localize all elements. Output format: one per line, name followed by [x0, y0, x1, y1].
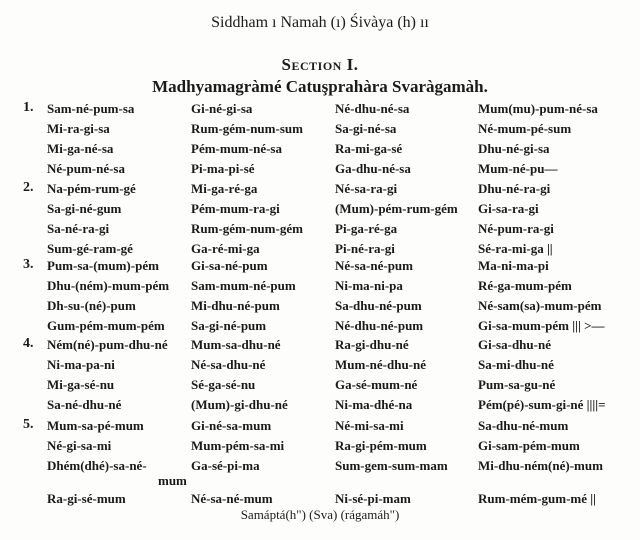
svara-cell: Gi-sa-dhu-né [478, 337, 551, 352]
svara-cell: Pum-sa-gu-né [478, 377, 556, 392]
svara-cell: Ra-gi-sé-mum [47, 491, 126, 506]
svara-cell: Né-dhu-né-sa [335, 101, 410, 116]
svara-cell: Né-pum-né-sa [47, 161, 125, 176]
svara-cell: Né-pum-ra-gi [478, 221, 554, 236]
svara-cell: Ni-ma-pa-ni [47, 357, 115, 372]
svara-cell: Mum-sa-dhu-né [191, 337, 281, 352]
svara-cell: Ra-gi-pém-mum [335, 438, 427, 453]
svara-cell: Sum-gem-sum-mam [335, 458, 448, 473]
svara-cell: Na-pém-rum-gé [47, 181, 136, 196]
svara-cell: Mum-sa-pé-mum [47, 418, 144, 433]
svara-cell: Mum-né-dhu-né [335, 357, 427, 372]
svara-cell: Ni-ma-ni-pa [335, 278, 403, 293]
svara-cell: Ga-ré-mi-ga [191, 241, 260, 256]
svara-cell: Gi-né-gi-sa [191, 101, 253, 116]
svara-cell: Sa-gi-né-gum [47, 201, 122, 216]
svara-cell: Gi-sa-mum-pém ||| >— [478, 318, 605, 333]
svara-cell: Mum-né-pu— [478, 161, 558, 176]
svara-cell: Pi-ma-pi-sé [191, 161, 255, 176]
svara-cell: Sa-né-dhu-né [47, 397, 122, 412]
svara-cell: Né-sam(sa)-mum-pém [478, 298, 602, 313]
svara-cell: Gi-sa-ra-gi [478, 201, 539, 216]
svara-cell: Sa-gi-né-sa [335, 121, 397, 136]
svara-cell: (Mum)-gi-dhu-né [191, 397, 288, 412]
svara-cell: Ga-sé-mum-né [335, 377, 418, 392]
svara-cell: Ré-ga-mum-pém [478, 278, 572, 293]
svara-cell: Sum-gé-ram-gé [47, 241, 133, 256]
svara-cell: Mi-ga-sé-nu [47, 377, 115, 392]
svara-cell: Mi-ga-ré-ga [191, 181, 258, 196]
svara-cell: Dh-su-(né)-pum [47, 298, 136, 313]
group-number: 1. [23, 100, 34, 115]
svara-cell: Né-sa-né-mum [191, 491, 273, 506]
svara-cell: Sa-dhu-né-mum [478, 418, 569, 433]
svara-cell: Ma-ni-ma-pi [478, 258, 549, 273]
svara-cell: Sa-mi-dhu-né [478, 357, 554, 372]
invocation-line: Siddham ı Namah (ı) Śivàya (h) ıı [211, 14, 429, 31]
svara-cell: Dhém(dhé)-sa-né- [47, 458, 147, 473]
svara-cell: Mum(mu)-pum-né-sa [478, 101, 598, 116]
svara-cell: Sa-gi-né-pum [191, 318, 267, 333]
svara-cell: Sé-ga-sé-nu [191, 377, 256, 392]
svara-cell: Mi-ra-gi-sa [47, 121, 110, 136]
svara-cell: Ra-gi-dhu-né [335, 337, 409, 352]
svara-cell: Pum-sa-(mum)-pém [47, 258, 159, 273]
svara-cell: Sé-ra-mi-ga || [478, 241, 553, 256]
section-subtitle: Madhyamagràmé Catuşprahàra Svaràgamàh. [152, 77, 488, 96]
svara-cell: Mi-dhu-né-pum [191, 298, 280, 313]
svara-cell: Dhu-né-ra-gi [478, 181, 551, 196]
svara-cell: Né-sa-dhu-né [191, 357, 266, 372]
svara-cell: Ném(né)-pum-dhu-né [47, 337, 168, 352]
svara-cell: Sam-né-pum-sa [47, 101, 135, 116]
svara-cell: Ga-dhu-né-sa [335, 161, 411, 176]
svara-cell: Gi-né-sa-mum [191, 418, 272, 433]
svara-cell: Rum-mém-gum-mé || [478, 491, 596, 506]
group-number: 3. [23, 257, 34, 272]
svara-cell: (Mum)-pém-rum-gém [335, 201, 458, 216]
colophon: Samáptá(h") (Sva) (rágamáh") [240, 507, 400, 522]
svara-cell: Sa-dhu-né-pum [335, 298, 422, 313]
svara-cell: Dhu-(ném)-mum-pém [47, 278, 170, 293]
svara-cell: Né-dhu-né-pum [335, 318, 424, 333]
group-number: 5. [23, 417, 34, 432]
svara-cell: Pém-mum-ra-gi [191, 201, 280, 216]
svara-cell: Ra-mi-ga-sé [335, 141, 403, 156]
svara-cell: Pi-ga-ré-ga [335, 221, 398, 236]
svara-cell: Ni-sé-pi-mam [335, 491, 411, 506]
svara-cell: Sa-né-ra-gi [47, 221, 110, 236]
svara-cell: Pém(pé)-sum-gi-né ||||= [478, 397, 606, 412]
svara-cell: Sam-mum-né-pum [191, 278, 296, 293]
svara-cell: Mum-pém-sa-mi [191, 438, 285, 453]
svara-cell: Dhu-né-gi-sa [478, 141, 550, 156]
svara-cell: Gi-sa-né-pum [191, 258, 268, 273]
svara-cell: Né-mum-pé-sum [478, 121, 572, 136]
svara-cell: Né-sa-né-pum [335, 258, 413, 273]
svara-cell: Pém-mum-né-sa [191, 141, 282, 156]
svara-cell: Rum-gém-num-gém [191, 221, 303, 236]
svara-cell: Ni-ma-dhé-na [335, 397, 413, 412]
group-number: 2. [23, 180, 34, 195]
svara-cell: Mi-dhu-ném(né)-mum [478, 458, 603, 473]
svara-cell: Né-mi-sa-mi [335, 418, 404, 433]
svara-cell: Pi-né-ra-gi [335, 241, 395, 256]
group-number: 4. [23, 336, 34, 351]
svara-cell: Gi-sam-pém-mum [478, 438, 580, 453]
section-title: Section I. [281, 55, 359, 74]
svara-cell: Né-gi-sa-mi [47, 438, 112, 453]
wrapped-syllable: mum [158, 473, 187, 488]
svara-cell: Ga-sé-pi-ma [191, 458, 260, 473]
svara-cell: Mi-ga-né-sa [47, 141, 114, 156]
svara-cell: Rum-gém-num-sum [191, 121, 303, 136]
svara-cell: Né-sa-ra-gi [335, 181, 398, 196]
svara-cell: Gum-pém-mum-pém [47, 318, 165, 333]
